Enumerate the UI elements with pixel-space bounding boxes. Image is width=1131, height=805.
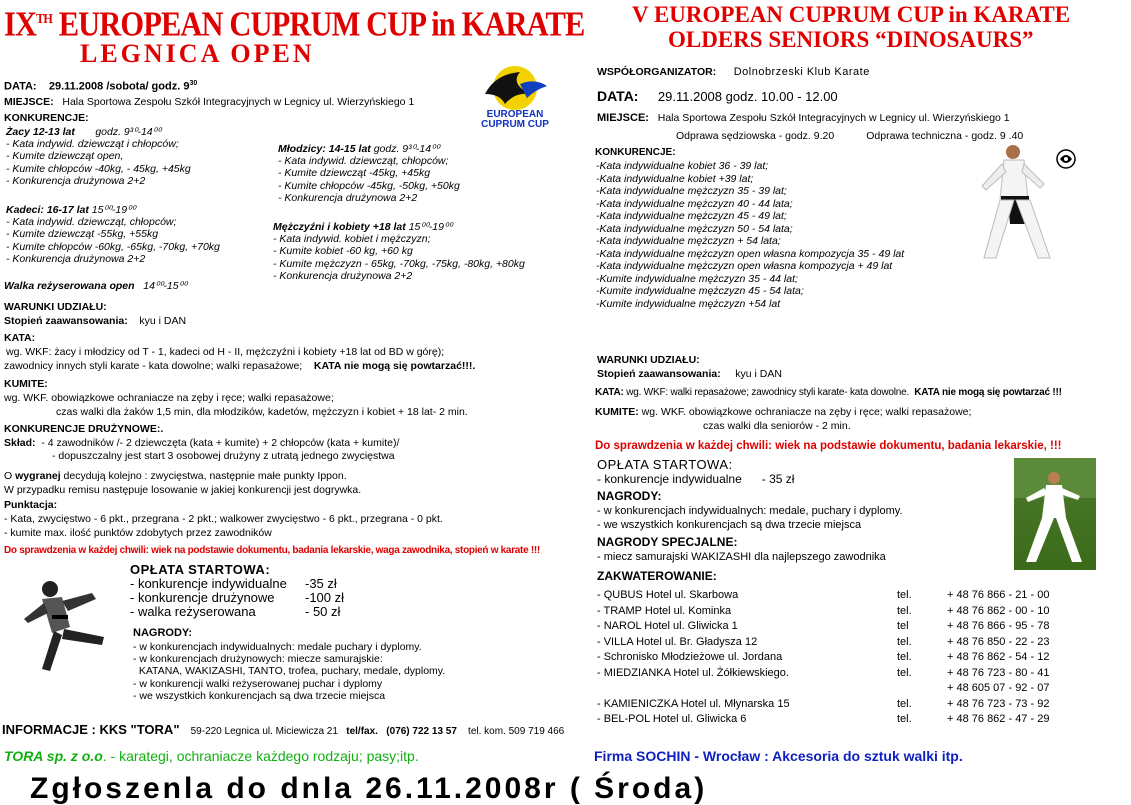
right-wspol: WSPÓŁORGANIZATOR: Dolnobrzeski Klub Karate	[597, 66, 870, 78]
hotel-row: - NAROL Hotel ul. Gliwicka 1 tel + 48 76 866 - 95 - 78	[597, 620, 1050, 632]
tora-ad: TORA sp. z o.o. - karategi, ochraniacze każdego rodzaju; pasy;itp.	[4, 748, 419, 764]
right-stopien: Stopień zaawansowania: kyu i DAN	[597, 368, 782, 380]
left-warunki-label: WARUNKI UDZIAŁU:	[4, 301, 107, 313]
right-competitions-label: KONKURENCJE:	[595, 147, 676, 158]
hotel-row: - MIEDZIANKA Hotel ul. Żółkiewskiego. tel. + 48 76 723 - 80 - 41	[597, 666, 1050, 679]
left-stopien: Stopień zaawansowania: kyu i DAN	[4, 315, 187, 327]
left-kata-line2: zawodnicy innych styli karate - kata dowolne; walki repasażowe; KATA nie mogą się powtarzać!!!.	[4, 360, 476, 372]
left-nagrody-list: - w konkurencjach indywidualnych: medale puchary i dyplomy. - w konkurencjach drużynowych: miecze samurajskie: KATANA, WAKIZASHI, TANTO, trofea, puchary, medale, dyplomy. - w konkurencji walki reżyserowanej puchar i dyplomy - we wszystkich konkurencjach są dwa trzecie miejsca	[133, 641, 446, 702]
registration-deadline: Zgłoszenla do dnla 26.11.2008r ( Środa)	[30, 772, 708, 805]
hotel-row: - BEL-POL Hotel ul. Gliwicka 6 tel. + 48 76 862 - 47 - 29	[597, 713, 1050, 725]
cuprum-logo: EUROPEAN CUPRUM CUP	[475, 64, 555, 134]
right-nagrody-line2: - we wszystkich konkurencjach są dwa trzecie miejsca	[597, 519, 862, 531]
right-kumite-line1: KUMITE: wg. WKF. obowiązkowe ochraniacze na zęby i ręce; walki repasażowe;	[595, 406, 972, 418]
right-title-2: OLDERS SENIORS “DINOSAURS”	[668, 27, 1034, 52]
left-kata-label: KATA:	[4, 332, 36, 344]
karateka-photo	[968, 140, 1063, 265]
left-kumite-line2: czas walki dla żaków 1,5 min, dla młodzików, kadetów, mężczyzn i kobiet + 18 lat- 2 min.	[56, 406, 468, 418]
left-competitions-label: KONKURENCJE:	[4, 112, 89, 124]
right-oplata-label: OPŁATA STARTOWA:	[597, 457, 733, 472]
emblem-icon	[1055, 148, 1077, 170]
group-kadeci: Kadeci: 16-17 lat 15⁰⁰-19⁰⁰ - Kata indywid. dziewcząt, chłopców; - Kumite dziewcząt -55kg, +55kg - Kumite chłopców -60kg, -65kg, -70kg, +70kg - Konkurencja drużynowa 2+2	[6, 204, 220, 265]
right-sprawdzenia: Do sprawdzenia w każdej chwili: wiek na podstawie dokumentu, badania lekarskie, !!!	[595, 440, 1062, 452]
right-competitions-list: -Kata indywidualne kobiet 36 - 39 lat; -Kata indywidualne kobiet +39 lat; -Kata indywidualne mężczyzn 35 - 39 lat; -Kata indywidualne mężczyzn 40 - 44 lata; -Kata indywidualne mężczyzn 45 - 49 lat; -Kata indywidualne mężczyzn 50 - 54 lata; -Kata indywidualne mężczyzn + 54 lata; -Kata indywidualne mężczyzn open własna kompozycja 35 - 49 lat -Kata indywidualne mężczyzn open własna kompozycja + 49 lat -Kumite indywidualne mężczyzn 35 - 44 lat; -Kumite indywidualne mężczyzn 45 - 54 lata; -Kumite indywidualne mężczyzn +54 lat	[596, 160, 905, 310]
fighter-icon	[12, 575, 112, 675]
right-specjalne-label: NAGRODY SPECJALNE:	[597, 535, 738, 549]
left-punktacja-label: Punktacja:	[4, 499, 58, 511]
left-kumite-label: KUMITE:	[4, 378, 48, 390]
left-oplata-label: OPŁATA STARTOWA:	[130, 562, 271, 577]
hotel-row: - VILLA Hotel ul. Br. Gładysza 12 tel. + 48 76 850 - 22 - 23	[597, 635, 1050, 648]
hotel-row: - Schronisko Młodzieżowe ul. Jordana tel. + 48 76 862 - 54 - 12	[597, 651, 1050, 663]
left-wygranej: O wygranej decydują kolejno : zwycięstwa, następnie małe punkty Ippon.	[4, 470, 347, 482]
left-informacje: INFORMACJE : KKS "TORA" 59-220 Legnica ul. Miciewicza 21 tel/fax. (076) 722 13 57 tel. kom. 509 719 466	[2, 722, 565, 737]
hotels-table	[597, 588, 1131, 728]
right-nagrody-line1: - w konkurencjach indywidualnych: medale, puchary i dyplomy.	[597, 505, 903, 517]
right-specjalne-line: - miecz samurajski WAKIZASHI dla najlepszego zawodnika	[597, 551, 886, 563]
karateka-icon	[968, 140, 1063, 265]
right-oplata-line: - konkurencje indywidualne - 35 zł	[597, 472, 795, 486]
left-place: MIEJSCE: Hala Sportowa Zespołu Szkół Integracyjnych w Legnicy ul. Wierzyńskiego 1	[4, 96, 415, 108]
right-title-1: V EUROPEAN CUPRUM CUP in KARATE	[632, 2, 1071, 27]
left-punktacja-line2: - kumite max. ilość punktów zdobytych przez zawodników	[4, 527, 272, 539]
left-kata-line1: wg. WKF: żacy i młodzicy od T - 1, kadeci od H - II, mężczyźni i kobiety +18 lat od BD w górę);	[6, 346, 445, 358]
right-zakwater-label: ZAKWATEROWANIE:	[597, 569, 717, 583]
left-oplata-list: - konkurencje indywidualne -35 zł - konkurencje drużynowe -100 zł - walka reżyserowana - 50 zł	[130, 576, 345, 619]
hotel-row: + 48 605 07 - 92 - 07	[947, 682, 1050, 694]
karate-kick-illustration	[12, 575, 112, 675]
karateka-garden-photo	[1014, 458, 1096, 570]
right-place: MIEJSCE: Hala Sportowa Zespołu Szkół Integracyjnych w Legnicy ul. Wierzyńskiego 1	[597, 112, 1010, 124]
left-subtitle: LEGNICA OPEN	[80, 39, 315, 68]
group-mlodzicy: Młodzicy: 14-15 lat godz. 9³⁰-14⁰⁰ - Kata indywid. dziewcząt, chłopców; - Kumite dziewcząt -45kg, +45kg - Kumite chłopców -45kg, -50kg, +50kg - Konkurencja drużynowa 2+2	[278, 143, 460, 204]
left-kumite-line1: wg. WKF. obowiązkowe ochraniacze na zęby i ręce; walki repasażowe;	[4, 392, 334, 404]
sochin-ad: Firma SOCHIN - Wrocław : Akcesoria do sztuk walki itp.	[594, 748, 963, 764]
left-sklad-line1: Skład: - 4 zawodników /- 2 dziewczęta (kata + kumite) + 2 chłopców (kata + kumite)/	[4, 437, 400, 449]
hotel-row: - QUBUS Hotel ul. Skarbowa tel. + 48 76 866 - 21 - 00	[597, 589, 1050, 601]
right-kumite-line2: czas walki dla seniorów - 2 min.	[703, 420, 851, 432]
left-nagrody-label: NAGRODY:	[133, 627, 193, 639]
group-zacy: Żacy 12-13 lat godz. 9³⁰-14⁰⁰ - Kata indywid. dziewcząt i chłopców; - Kumite dziewcząt open, - Kumite chłopców -40kg, - 45kg, +45kg - Konkurencja drużynowa 2+2	[6, 126, 191, 187]
right-warunki-label: WARUNKI UDZIAŁU:	[597, 354, 700, 366]
dinosaur-emblem	[1055, 148, 1077, 170]
left-druzyny-label: KONKURENCJE DRUŻYNOWE:.	[4, 423, 164, 435]
left-remis: W przypadku remisu następuje losowanie w jakiej konkurencji jest dogrywka.	[4, 484, 362, 496]
walka-rezyserowana: Walka reżyserowana open 14⁰⁰-15⁰⁰	[4, 280, 187, 292]
left-date: DATA: 29.11.2008 /sobota/ godz. $9^{30}$	[4, 80, 198, 93]
hotel-row: - TRAMP Hotel ul. Kominka tel. + 48 76 862 - 00 - 10	[597, 604, 1050, 617]
left-sprawdzenia: Do sprawdzenia w każdej chwili: wiek na podstawie dokumentu, badania lekarskie, waga zawodnika, stopień w karate !!!	[4, 545, 540, 556]
left-title: IXTH EUROPEAN CUPRUM CUP in KARATE	[4, 4, 585, 44]
right-nagrody-label: NAGRODY:	[597, 489, 662, 503]
karateka-garden-icon	[1014, 458, 1096, 570]
left-punktacja-line1: - Kata, zwycięstwo - 6 pkt., przegrana - 2 pkt.; walkower zwycięstwo - 6 pkt., przegrana - 0 pkt.	[4, 513, 443, 525]
right-odprawa: Odprawa sędziowska - godz. 9.20 Odprawa techniczna - godz. 9 .40	[676, 130, 1024, 142]
left-sklad-line2: - dopuszczalny jest start 3 osobowej drużyny z utratą jednego zwycięstwa	[52, 450, 395, 462]
group-seniorzy: Mężczyźni i kobiety +18 lat 15⁰⁰-19⁰⁰ - Kata indywid. kobiet i mężczyzn; - Kumite kobiet -60 kg, +60 kg - Kumite mężczyzn - 65kg, -70kg, -75kg, -80kg, +80kg - Konkurencja drużynowa 2+2	[273, 221, 525, 282]
right-date: DATA: 29.11.2008 godz. 10.00 - 12.00	[597, 88, 838, 104]
right-kata: KATA: wg. WKF: walki repasażowe; zawodnicy styli karate- kata dowolne. KATA nie mogą się powtarzać !!!	[595, 387, 1062, 398]
hotel-row: - KAMIENICZKA Hotel ul. Młynarska 15 tel. + 48 76 723 - 73 - 92	[597, 697, 1050, 710]
